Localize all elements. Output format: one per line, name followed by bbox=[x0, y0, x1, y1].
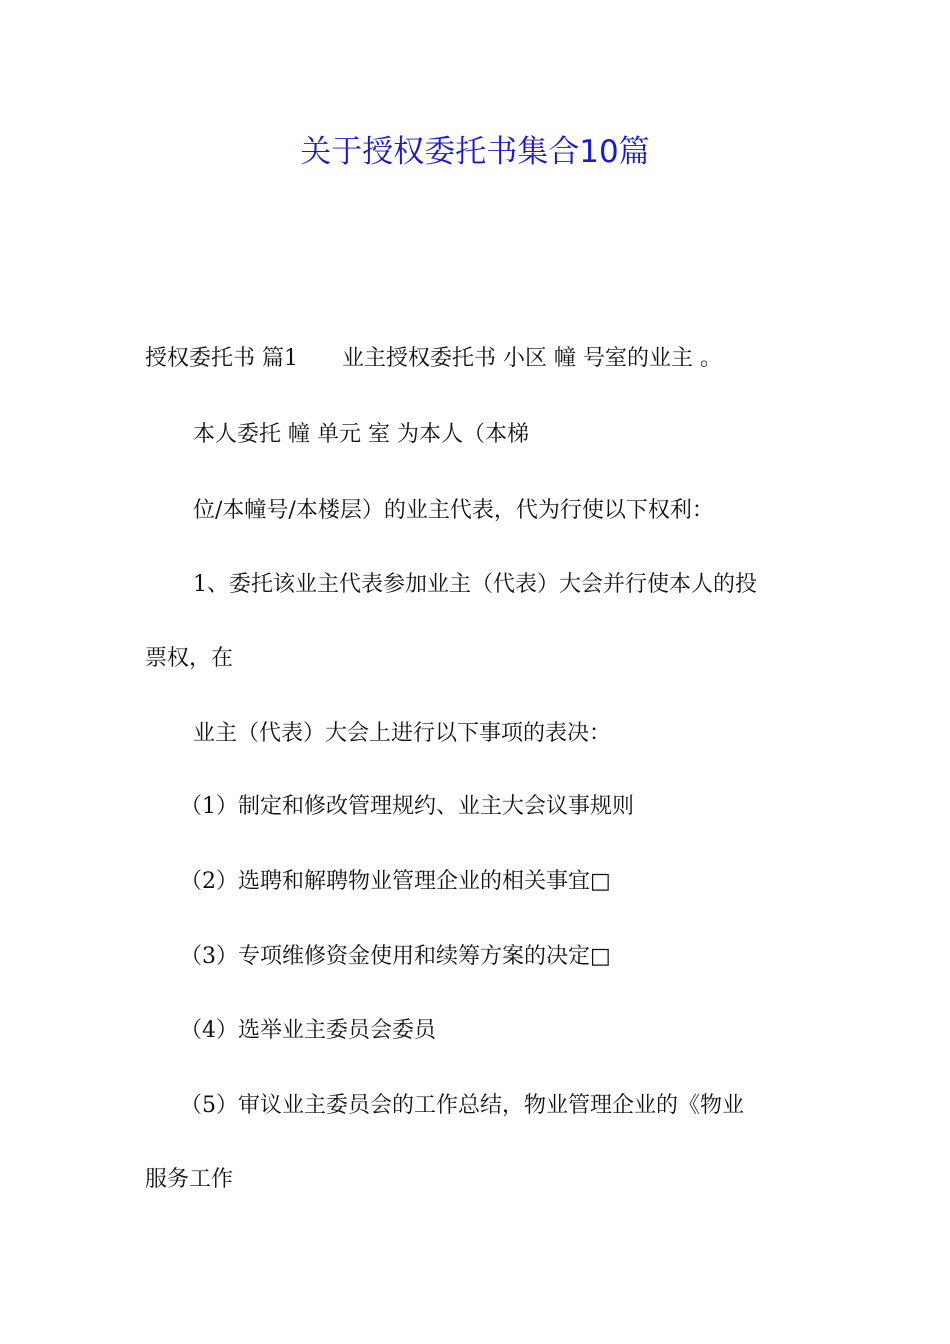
list-item: （5）审议业主委员会的工作总结，物业管理企业的《物业 bbox=[180, 1093, 744, 1118]
paragraph-line: 业主（代表）大会上进行以下事项的表决： bbox=[193, 721, 612, 746]
list-item: （2）选聘和解聘物业管理企业的相关事宜□ bbox=[180, 869, 611, 894]
list-item: （1）制定和修改管理规约、业主大会议事规则 bbox=[180, 794, 634, 819]
paragraph-line: 本人委托 幢 单元 室 为本人（本梯 bbox=[193, 422, 529, 447]
document-title: 关于授权委托书集合10篇 bbox=[300, 134, 650, 170]
list-item: （3）专项维修资金使用和续筹方案的决定□ bbox=[180, 944, 611, 969]
paragraph-line: 服务工作 bbox=[145, 1167, 234, 1192]
paragraph-line: 1、委托该业主代表参加业主（代表）大会并行使本人的投 bbox=[193, 572, 757, 597]
paragraph-line: 位/本幢号/本楼层）的业主代表，代为行使以下权利： bbox=[193, 498, 714, 523]
paragraph-line: 票权，在 bbox=[145, 646, 234, 671]
list-item: （4）选举业主委员会委员 bbox=[180, 1018, 436, 1043]
paragraph-line: 授权委托书 篇1 业主授权委托书 小区 幢 号室的业主 。 bbox=[145, 346, 722, 371]
